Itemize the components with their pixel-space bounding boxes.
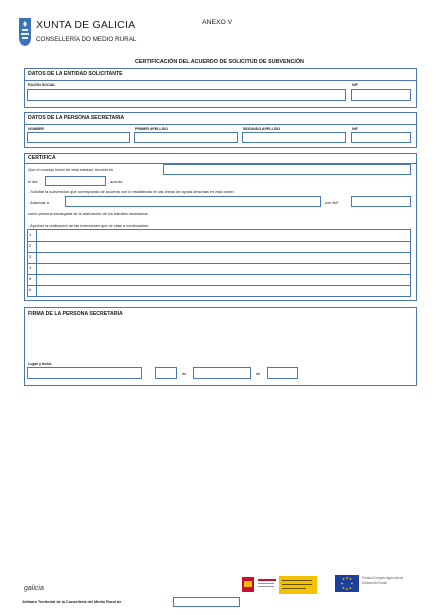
month-field[interactable] [193, 367, 251, 379]
logo-title: XUNTA DE GALICIA [36, 19, 136, 31]
table-row: 1 [29, 232, 32, 237]
secretary-title: DATOS DE LA PERSONA SECRETARIA [28, 115, 125, 121]
day-field[interactable] [155, 367, 177, 379]
secretary-nif-field[interactable] [351, 132, 411, 143]
spain-ministry-logo [241, 576, 317, 594]
table-row: 5 [29, 276, 32, 281]
xunta-logo [18, 17, 32, 47]
de-label-2: de [256, 371, 261, 376]
de-label-1: de [182, 371, 187, 376]
authorized-person-field[interactable] [65, 196, 321, 207]
entity-name-field[interactable] [27, 89, 346, 101]
meeting-place-field[interactable] [163, 164, 411, 175]
certifica-nif-label: , con NIF [323, 200, 339, 205]
comma-label: , [146, 372, 148, 377]
investments-table [27, 229, 411, 297]
doc-title: CERTIFICACIÓN DEL ACUERDO DE SOLICITUD DE SUBVENCIÓN [135, 59, 304, 65]
galicia-logo [24, 577, 44, 595]
table-row: 3 [29, 254, 32, 259]
meeting-date-field[interactable] [45, 176, 106, 186]
secretary-surname1-field[interactable] [134, 132, 238, 143]
table-row: 4 [29, 265, 32, 270]
entity-nif-field[interactable] [351, 89, 411, 101]
eu-fund-text: Fondo Europeo Agrícola de Desarrollo Rural [362, 576, 404, 585]
certifica-line5: como persona encargada de la realización de los trámites necesarios. [28, 211, 149, 216]
xunta-shield-icon [18, 17, 32, 47]
annex-label: ANEXO V [202, 19, 233, 26]
certifica-agreed: , acordó: [108, 179, 124, 184]
galicia-logo-text: galicia [24, 585, 44, 592]
place-date-label: Lugar y fecha [28, 362, 52, 366]
certifica-title: CERTIFICA [28, 155, 56, 161]
office-label: Jefatura Territorial de la Consellería del Medio Rural de [22, 600, 122, 604]
entity-title: DATOS DE LA ENTIDAD SOLICITANTE [28, 71, 123, 77]
certifica-authorize-label: - Autorizar a [28, 200, 49, 205]
entity-nif-label: NIF [352, 83, 358, 87]
entity-name-label: RAZÓN SOCIAL [28, 83, 56, 87]
secretary-surname2-label: SEGUNDO APELLIDO [243, 127, 281, 131]
certifica-line3: - Solicitar la subvención que corresponda de acuerdo con lo establecido en las líneas de ayuda descritas en esta orden. [28, 189, 235, 194]
table-row: 6 [29, 287, 32, 292]
logo-subtitle: CONSELLERÍA DO MEDIO RURAL [36, 36, 137, 43]
secretary-surname1-label: PRIMER APELLIDO [135, 127, 169, 131]
office-field[interactable] [173, 597, 240, 607]
certifica-line6: - Aprobar la realización de las inversiones que se citan a continuación: [28, 223, 150, 228]
authorized-nif-field[interactable] [351, 196, 411, 207]
secretary-surname2-field[interactable] [242, 132, 346, 143]
eu-flag-icon [335, 575, 359, 592]
certifica-day-label: el día [28, 179, 38, 184]
signature-title: FIRMA DE LA PERSONA SECRETARIA [28, 311, 123, 317]
secretary-name-field[interactable] [27, 132, 130, 143]
secretary-nif-label: NIF [352, 127, 358, 131]
certifica-line1: Que el consejo rector de esta entidad, reunido en [28, 167, 114, 172]
place-field[interactable] [27, 367, 142, 379]
year-field[interactable] [267, 367, 298, 379]
secretary-name-label: NOMBRE [28, 127, 44, 131]
table-row: 2 [29, 243, 32, 248]
